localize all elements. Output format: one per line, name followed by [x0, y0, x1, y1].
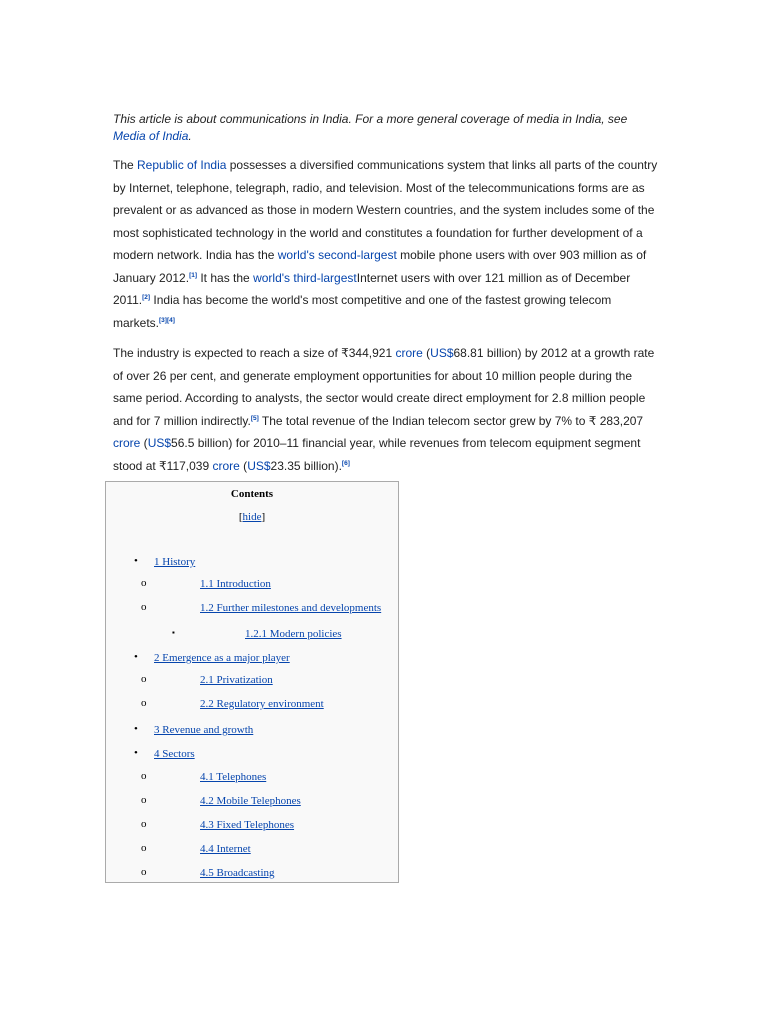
p1-text-3: mobile phone users with over 903 million as of January 2012. — [113, 248, 647, 285]
toc-item — [154, 748, 195, 760]
toc-item — [200, 867, 275, 879]
toc-item — [245, 628, 342, 640]
toc-bullet: o — [141, 697, 147, 709]
hatnote-text: This article is about communications in India. For a more general coverage of media in India, see — [113, 112, 628, 126]
crore-link[interactable]: crore — [395, 346, 423, 360]
toc-bullet: o — [141, 770, 147, 782]
toc-item — [154, 652, 290, 664]
p2-text-3: 68.81 billion) by 2012 at a growth rate of over 26 per cent, and generate employment opportunities for about 10 million people during the same period. According to analysts, the sector would create direct employment for 2.8 million people and for 7 million indirectly. — [113, 346, 655, 428]
hatnote — [113, 111, 643, 145]
crore-link[interactable]: crore — [113, 436, 141, 450]
toc-item — [200, 819, 294, 831]
toc-bullet: • — [134, 747, 138, 759]
toc-hide-link[interactable]: hide — [242, 511, 262, 523]
toc-item — [200, 771, 266, 783]
toc-item-link[interactable]: 4.2 Mobile Telephones — [200, 795, 301, 807]
toc-item — [200, 698, 324, 710]
table-of-contents — [105, 481, 399, 883]
toc-item — [200, 674, 273, 686]
toc-item-link[interactable]: 3 Revenue and growth — [154, 724, 254, 736]
intro-paragraph — [113, 154, 658, 334]
toc-bullet: o — [141, 794, 147, 806]
republic-of-india-link[interactable]: Republic of India — [137, 158, 227, 172]
toc-bullet: o — [141, 866, 147, 878]
toc-hide-bracket-open: [ — [238, 511, 243, 523]
toc-item-link[interactable]: 4.5 Broadcasting — [200, 867, 275, 879]
toc-item-link[interactable]: 4.4 Internet — [200, 843, 251, 855]
toc-hide-toggle — [106, 511, 398, 523]
hatnote-end: . — [188, 129, 192, 143]
toc-bullet: ▪ — [172, 628, 175, 637]
toc-item — [200, 843, 251, 855]
p1-text-5: Internet users with over 121 million as of December 2011. — [113, 270, 631, 307]
ref-3-4-link[interactable]: [3][4] — [159, 316, 175, 324]
toc-item-link[interactable]: 1 History — [154, 556, 196, 568]
p2-text-5: ( — [140, 436, 148, 450]
usd-link[interactable]: US$ — [147, 436, 172, 450]
media-of-india-link[interactable]: Media of India — [113, 129, 189, 143]
p2-text-7: ( — [239, 458, 248, 473]
toc-item-link[interactable]: 2.1 Privatization — [200, 674, 273, 686]
toc-item-link[interactable]: 1.1 Introduction — [200, 578, 271, 590]
usd-link[interactable]: US$ — [247, 458, 271, 473]
toc-item-link[interactable]: 4 Sectors — [154, 748, 195, 760]
p2-text-6: 56.5 billion) for 2010–11 financial year, while revenues from telecom equipment segment stood at ₹117,039 — [113, 436, 641, 473]
toc-item — [200, 795, 301, 807]
ref-2-link[interactable]: [2] — [142, 294, 151, 301]
p1-text-1: The — [113, 158, 138, 172]
p1-text-2: possesses a diversified communications system that links all parts of the country by Internet, telephone, telegraph, radio, and television. Most of the telecommunications forms are as prevalent or as advanced as those in modern Western countries, and the system includes some of the most sophisticated technology in the world and constitutes a foundation for further development of a modern network. India has the — [113, 158, 658, 262]
industry-paragraph — [113, 342, 658, 477]
p1-text-4: It has the — [197, 270, 254, 285]
toc-item — [200, 578, 271, 590]
crore-link[interactable]: crore — [212, 458, 240, 473]
toc-item — [154, 556, 195, 568]
toc-item-link[interactable]: 4.1 Telephones — [200, 771, 267, 783]
toc-item-link[interactable]: 1.2 Further milestones and developments — [200, 602, 382, 614]
toc-item — [200, 602, 381, 614]
worlds-second-largest-link[interactable]: world's second-largest — [277, 248, 397, 262]
toc-bullet: • — [134, 723, 138, 735]
p1-text-6: India has become the world's most competitive and one of the fastest growing telecom markets. — [113, 293, 612, 330]
toc-bullet: o — [141, 842, 147, 854]
usd-link[interactable]: US$ — [430, 346, 454, 360]
p2-text-1: The industry is expected to reach a size of ₹344,921 — [113, 346, 396, 360]
toc-title: Contents — [230, 488, 274, 500]
p2-text-8: 23.35 billion). — [270, 458, 342, 473]
worlds-third-largest-link[interactable]: world's third-largest — [253, 270, 357, 285]
ref-5-link[interactable]: [5] — [250, 414, 259, 422]
toc-item-link[interactable]: 4.3 Fixed Telephones — [200, 819, 295, 831]
toc-bullet: o — [141, 577, 147, 589]
toc-item-link[interactable]: 1.2.1 Modern policies — [245, 628, 342, 640]
ref-1-link[interactable]: [1] — [189, 271, 198, 279]
toc-item-link[interactable]: 2 Emergence as a major player — [154, 652, 290, 664]
ref-6-link[interactable]: [6] — [341, 459, 350, 467]
toc-bullet: o — [141, 673, 147, 685]
toc-item — [154, 724, 253, 736]
toc-bullet: o — [141, 601, 147, 613]
toc-item-link[interactable]: 2.2 Regulatory environment — [200, 698, 324, 710]
toc-bullet: • — [134, 555, 138, 567]
toc-bullet: • — [134, 651, 138, 663]
p2-text-4: The total revenue of the Indian telecom sector grew by 7% to ₹ 283,207 — [258, 413, 644, 428]
p2-text-2: ( — [422, 346, 431, 360]
toc-bullet: o — [141, 818, 147, 830]
toc-hide-bracket-close: ] — [261, 511, 266, 523]
